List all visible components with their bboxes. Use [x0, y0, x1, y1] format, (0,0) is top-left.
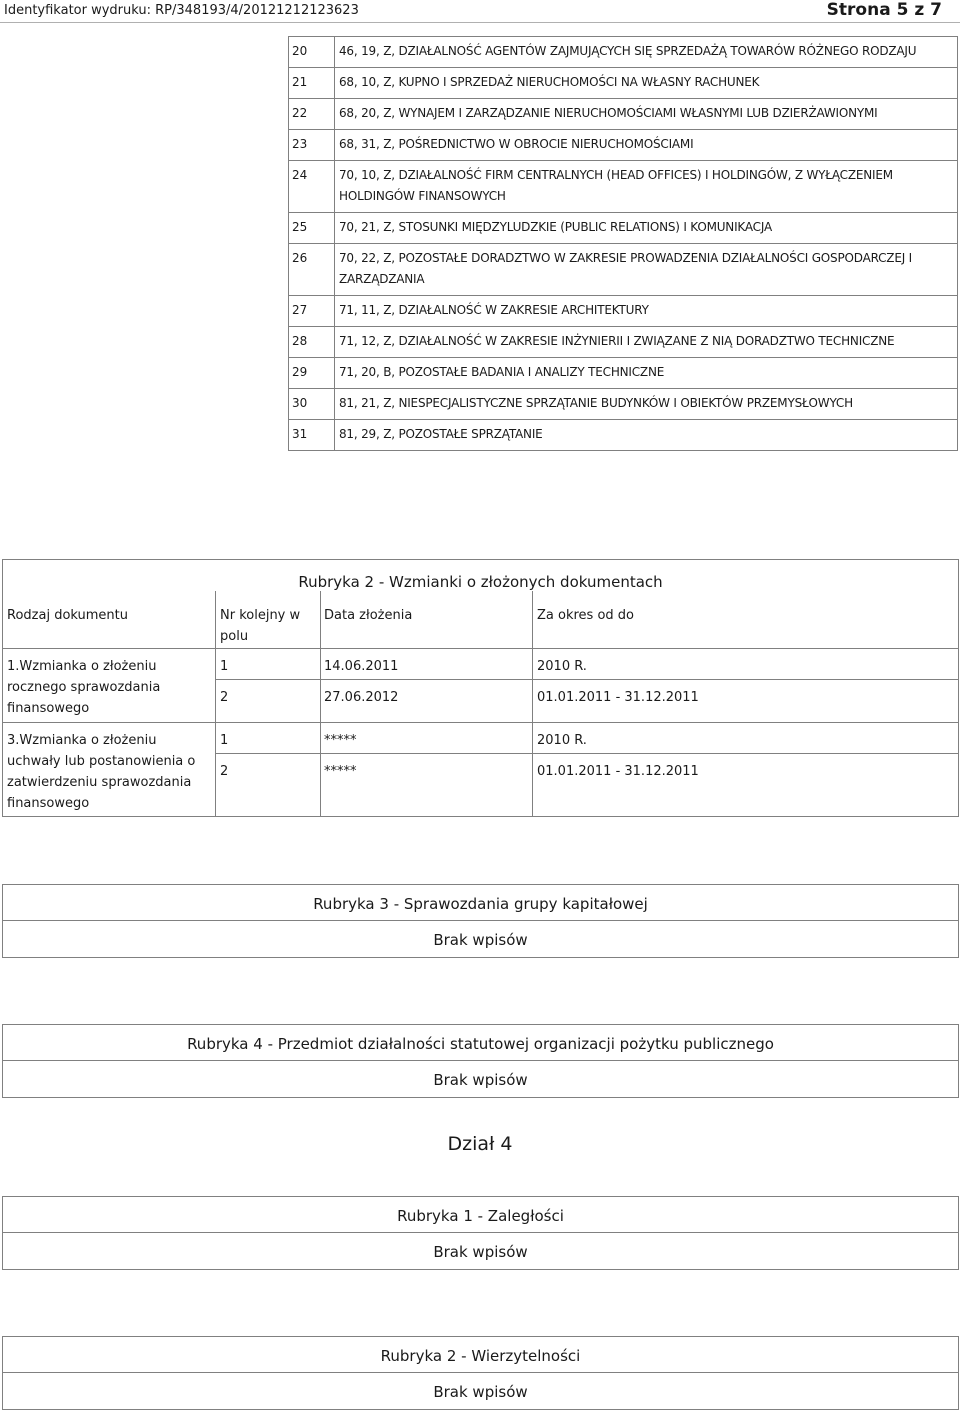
dzial-4-rubryka-1-arrears	[2, 1196, 959, 1270]
filing-date: *****	[324, 764, 357, 779]
row-number: 27	[289, 296, 335, 327]
filing-date: *****	[324, 733, 357, 748]
entry-number: 1	[220, 733, 229, 748]
document-type: 1.Wzmianka o złożeniu rocznego sprawozdania finansowego	[7, 659, 161, 716]
print-identifier: Identyfikator wydruku: RP/348193/4/20121212123623	[4, 3, 359, 18]
activity-text: 71, 12, Z, DZIAŁALNOŚĆ W ZAKRESIE INŻYNIERII I ZWIĄZANE Z NIĄ DORADZTWO TECHNICZNE	[335, 327, 958, 358]
section-title: Rubryka 1 - Zaległości	[397, 1207, 564, 1225]
filing-date: 14.06.2011	[324, 659, 399, 674]
no-entries-text: Brak wpisów	[433, 1071, 528, 1089]
activity-text: 70, 10, Z, DZIAŁALNOŚĆ FIRM CENTRALNYCH (HEAD OFFICES) I HOLDINGÓW, Z WYŁĄCZENIEM HOLDINGÓW FINANSOWYCH	[335, 161, 958, 213]
rubryka-2-documents	[2, 559, 959, 817]
table-row	[289, 389, 958, 420]
activity-text: 70, 22, Z, POZOSTAŁE DORADZTWO W ZAKRESIE PROWADZENIA DZIAŁALNOŚCI GOSPODARCZEJ I ZARZĄDZANIA	[335, 244, 958, 296]
period: 01.01.2011 - 31.12.2011	[537, 690, 699, 705]
header-divider	[3, 648, 958, 649]
section-title: Rubryka 2 - Wzmianki o złożonych dokumentach	[298, 573, 663, 591]
section-title: Rubryka 3 - Sprawozdania grupy kapitałowej	[313, 895, 648, 913]
section-divider	[3, 920, 958, 921]
no-entries-text: Brak wpisów	[433, 931, 528, 949]
section-divider	[3, 1232, 958, 1233]
activity-text: 46, 19, Z, DZIAŁALNOŚĆ AGENTÓW ZAJMUJĄCYCH SIĘ SPRZEDAŻĄ TOWARÓW RÓŻNEGO RODZAJU	[335, 37, 958, 68]
column-header-entry-number: Nr kolejny w polu	[220, 608, 301, 644]
column-divider	[320, 591, 321, 816]
period: 01.01.2011 - 31.12.2011	[537, 764, 699, 779]
entry-number: 2	[220, 764, 229, 779]
table-row	[289, 161, 958, 213]
section-divider	[3, 1060, 958, 1061]
row-number: 21	[289, 68, 335, 99]
row-divider	[215, 753, 958, 754]
division-title: Dział 4	[447, 1133, 513, 1155]
document-type: 3.Wzmianka o złożeniu uchwały lub postanowienia o zatwierdzeniu sprawozdania finansowego	[7, 733, 196, 811]
column-header-period: Za okres od do	[537, 608, 634, 623]
no-entries-text: Brak wpisów	[433, 1243, 528, 1261]
activity-text: 71, 11, Z, DZIAŁALNOŚĆ W ZAKRESIE ARCHITEKTURY	[335, 296, 958, 327]
row-number: 24	[289, 161, 335, 213]
activity-text: 70, 21, Z, STOSUNKI MIĘDZYLUDZKIE (PUBLIC RELATIONS) I KOMUNIKACJA	[335, 213, 958, 244]
activity-text: 71, 20, B, POZOSTAŁE BADANIA I ANALIZY TECHNICZNE	[335, 358, 958, 389]
activity-text: 68, 20, Z, WYNAJEM I ZARZĄDZANIE NIERUCHOMOŚCIAMI WŁASNYMI LUB DZIERŻAWIONYMI	[335, 99, 958, 130]
column-header-document-type: Rodzaj dokumentu	[7, 608, 128, 623]
print-header	[0, 0, 960, 23]
table-row	[289, 244, 958, 296]
table-row	[289, 68, 958, 99]
column-divider	[532, 591, 533, 816]
section-divider	[3, 1372, 958, 1373]
period: 2010 R.	[537, 733, 587, 748]
table-row	[289, 37, 958, 68]
rubryka-3-group-reports	[2, 884, 959, 958]
row-number: 30	[289, 389, 335, 420]
row-number: 29	[289, 358, 335, 389]
no-entries-text: Brak wpisów	[433, 1383, 528, 1401]
pkd-activity-table	[288, 36, 958, 451]
column-header-filing-date: Data złożenia	[324, 608, 413, 623]
row-divider	[215, 679, 958, 680]
table-row	[289, 420, 958, 451]
page-number: Strona 5 z 7	[826, 0, 942, 20]
activity-text: 68, 10, Z, KUPNO I SPRZEDAŻ NIERUCHOMOŚCI NA WŁASNY RACHUNEK	[335, 68, 958, 99]
table-row	[289, 99, 958, 130]
row-number: 28	[289, 327, 335, 358]
entry-number: 1	[220, 659, 229, 674]
activity-text: 81, 21, Z, NIESPECJALISTYCZNE SPRZĄTANIE BUDYNKÓW I OBIEKTÓW PRZEMYSŁOWYCH	[335, 389, 958, 420]
activity-text: 81, 29, Z, POZOSTAŁE SPRZĄTANIE	[335, 420, 958, 451]
table-row	[289, 296, 958, 327]
entry-number: 2	[220, 690, 229, 705]
row-number: 22	[289, 99, 335, 130]
dzial-4-rubryka-2-receivables	[2, 1336, 959, 1410]
row-number: 25	[289, 213, 335, 244]
rubryka-4-statutory-activity	[2, 1024, 959, 1098]
activity-text: 68, 31, Z, POŚREDNICTWO W OBROCIE NIERUCHOMOŚCIAMI	[335, 130, 958, 161]
section-title: Rubryka 4 - Przedmiot działalności statutowej organizacji pożytku publicznego	[187, 1035, 774, 1053]
row-number: 20	[289, 37, 335, 68]
table-row	[289, 213, 958, 244]
column-divider	[215, 591, 216, 816]
table-row	[289, 327, 958, 358]
table-row	[289, 130, 958, 161]
table-row	[289, 358, 958, 389]
row-number: 26	[289, 244, 335, 296]
section-title: Rubryka 2 - Wierzytelności	[380, 1347, 581, 1365]
filing-date: 27.06.2012	[324, 690, 399, 705]
row-number: 31	[289, 420, 335, 451]
row-number: 23	[289, 130, 335, 161]
period: 2010 R.	[537, 659, 587, 674]
group-divider	[3, 722, 958, 723]
